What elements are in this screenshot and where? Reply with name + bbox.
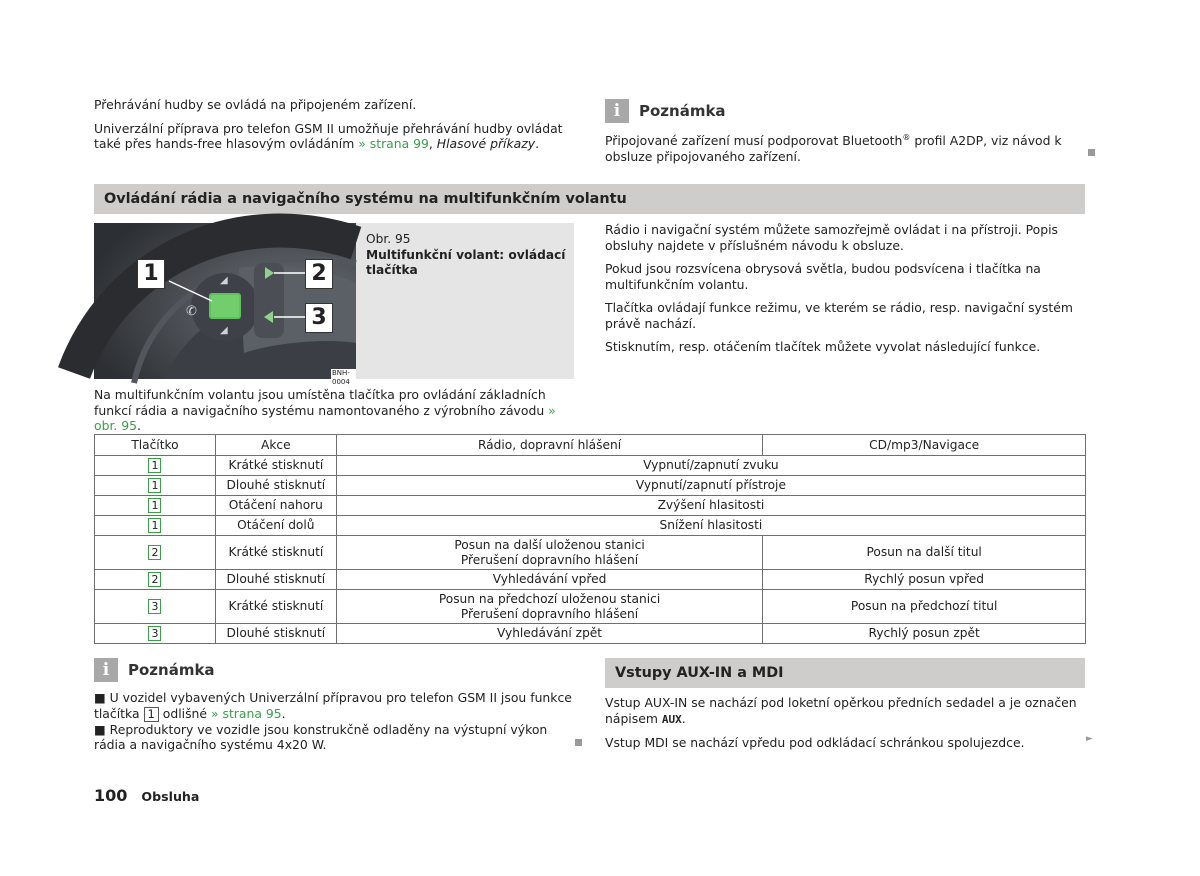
header-cd: CD/mp3/Navigace [763,435,1086,456]
right-paragraph: Stisknutím, resp. otáčením tlačítek můžete vyvolat následující funkce. [605,339,1041,354]
action-cell: Krátké stisknutí [215,590,336,624]
note-bullet-2: ■ Reproduktory ve vozidle jsou konstrukčně odladěny na výstupní výkon rádia a navigačního systému 4x20 W. [94,721,548,752]
page-number: 100 [94,786,128,805]
aux-label: AUX [661,712,682,726]
table-row [95,476,1086,496]
figure-code: BNH-0004 [331,369,356,387]
registered-mark: ® [902,133,911,142]
cd-cell: Posun na další titul [763,536,1086,570]
radio-cell [336,590,762,624]
note-bottom-title: Poznámka [128,661,215,679]
button-cell [95,624,216,644]
figure-caption-block [366,232,566,279]
end-square-icon [575,739,582,746]
table-row [95,516,1086,536]
aux-paragraph-text: Vstup AUX-IN se nachází pod loketní opěrkou předních sedadel a je označen nápisem [605,695,1077,726]
button-number-box: 2 [148,572,161,587]
button-number-box: 3 [148,599,161,614]
figure-95 [94,223,574,386]
table-row [95,624,1086,644]
mdi-paragraph: Vstup MDI se nachází vpředu pod odkládací schránkou spolujezdce. [605,735,1025,750]
cd-cell: Rychlý posun vpřed [763,570,1086,590]
note-bottom-text [94,690,574,753]
svg-text:✆: ✆ [186,304,197,319]
note-top-title: Poznámka [639,102,726,120]
radio-cell: Vyhledávání zpět [336,624,762,644]
aux-text [605,695,1085,759]
intro-text [94,97,572,160]
page-99-link[interactable]: » strana 99 [358,136,429,151]
prev-arrow-icon [264,311,273,323]
radio-cell-line: Posun na další uloženou stanici [454,537,645,552]
note-bullet-1-text: ■ U vozidel vybavených Univerzální přípravou pro telefon GSM II jsou funkce tlačítka [94,690,572,721]
table-header-row [95,435,1086,456]
button-cell [95,590,216,624]
note-bullet-1 [94,690,574,722]
action-cell: Otáčení dolů [215,516,336,536]
callout-3: 3 [305,303,333,333]
radio-cell-line: Přerušení dopravního hlášení [460,552,639,567]
intro-paragraph-2 [94,121,572,152]
controls-table-wrapper [94,434,1086,644]
radio-cell-line: Posun na předchozí uloženou stanici [438,591,661,606]
figure-description [94,387,570,434]
figure-description-end: . [137,418,141,433]
table-row [95,536,1086,570]
note-bullet-1-mid: odlišné [158,705,211,721]
figure-label: Obr. 95 [366,232,411,246]
radio-cell [336,536,762,570]
cd-cell: Rychlý posun zpět [763,624,1086,644]
note-top-text-b: profil A2DP, viz návod k obsluze připojovaného zařízení. [605,133,1062,164]
note-top-text-a: Připojované zařízení musí podporovat Bluetooth [605,133,903,149]
function-cell: Snížení hlasitosti [336,516,1085,536]
next-arrow-icon [265,267,274,279]
callout-1: 1 [137,259,165,289]
svg-text:◢: ◢ [220,325,228,336]
button-number-box: 1 [148,518,161,533]
action-cell: Otáčení nahoru [215,496,336,516]
button-cell [95,536,216,570]
function-cell: Vypnutí/zapnutí zvuku [336,456,1085,476]
page-95-link[interactable]: » strana 95 [210,705,282,721]
right-column-text [605,222,1085,363]
note-bullet-1-end: . [281,705,286,721]
button-number-box: 3 [148,626,161,641]
aux-paragraph [605,695,1085,727]
action-cell: Dlouhé stisknutí [215,476,336,496]
button-number-box: 1 [148,498,161,513]
note-top-text [605,130,1085,164]
section-heading-steering-controls: Ovládání rádia a navigačního systému na multifunkčním volantu [94,184,1085,214]
button-cell [95,476,216,496]
button-1-ref-box: 1 [144,707,159,722]
table-row [95,456,1086,476]
table-row [95,590,1086,624]
figure-description-text: Na multifunkčním volantu jsou umístěna tlačítka pro ovládání základních funkcí rádia a navigačního systému namontovaného z výrobního závodu [94,387,549,418]
intro-p2-text: Univerzální příprava pro telefon GSM II umožňuje přehrávání hudby ovládat také přes hands-free hlasovým ovládáním [94,120,563,151]
header-button: Tlačítko [95,435,216,456]
section-heading-aux-mdi: Vstupy AUX-IN a MDI [605,658,1085,688]
table-row [95,496,1086,516]
action-cell: Dlouhé stisknutí [215,624,336,644]
action-cell: Krátké stisknutí [215,536,336,570]
right-paragraph: Rádio i navigační systém můžete samozřejmě ovládat i na přístroji. Popis obsluhy najdete v příslušném návodu k obsluze. [605,222,1059,253]
function-cell: Vypnutí/zapnutí přístroje [336,476,1085,496]
note-bottom [94,658,574,753]
button-cell [95,516,216,536]
button-cell [95,570,216,590]
aux-paragraph-end: . [681,710,686,726]
controls-table [94,434,1086,644]
right-paragraph: Tlačítka ovládají funkce režimu, ve kterém se rádio, resp. navigační systém právě nachází. [605,300,1073,331]
steering-wheel-illustration [94,223,356,379]
end-square-icon [1088,149,1095,156]
steering-wheel-photo [94,223,356,386]
figure-caption: Multifunkční volant: ovládací tlačítka [366,247,566,277]
svg-text:◢: ◢ [220,275,228,286]
intro-p2-sep: , [428,136,437,151]
button-number-box: 1 [148,478,161,493]
function-cell: Zvýšení hlasitosti [336,496,1085,516]
page-footer [94,786,199,805]
continue-arrow-icon: ► [1086,734,1093,744]
info-icon: i [94,658,118,682]
fig-95-link[interactable]: » obr. 95 [94,402,556,433]
button-cell [95,496,216,516]
intro-paragraph-1: Přehrávání hudby se ovládá na připojeném zařízení. [94,97,417,112]
callout-2: 2 [305,259,333,289]
radio-cell-line: Přerušení dopravního hlášení [460,606,639,621]
right-paragraph: Pokud jsou rozsvícena obrysová světla, budou podsvícena i tlačítka na multifunkčním volantu. [605,261,1041,292]
table-row [95,570,1086,590]
info-icon: i [605,99,629,123]
note-top [605,99,1090,164]
header-radio: Rádio, dopravní hlášení [336,435,762,456]
note-top-header [605,99,1090,123]
action-cell: Dlouhé stisknutí [215,570,336,590]
intro-p2-end: . [535,136,540,151]
cd-cell: Posun na předchozí titul [763,590,1086,624]
note-bottom-header [94,658,574,682]
button-cell [95,456,216,476]
voice-commands-ref: Hlasové příkazy [436,136,536,151]
page-section-name: Obsluha [141,789,200,804]
header-action: Akce [215,435,336,456]
button-number-box: 2 [148,545,161,560]
button-number-box: 1 [148,458,161,473]
action-cell: Krátké stisknutí [215,456,336,476]
radio-cell: Vyhledávání vpřed [336,570,762,590]
